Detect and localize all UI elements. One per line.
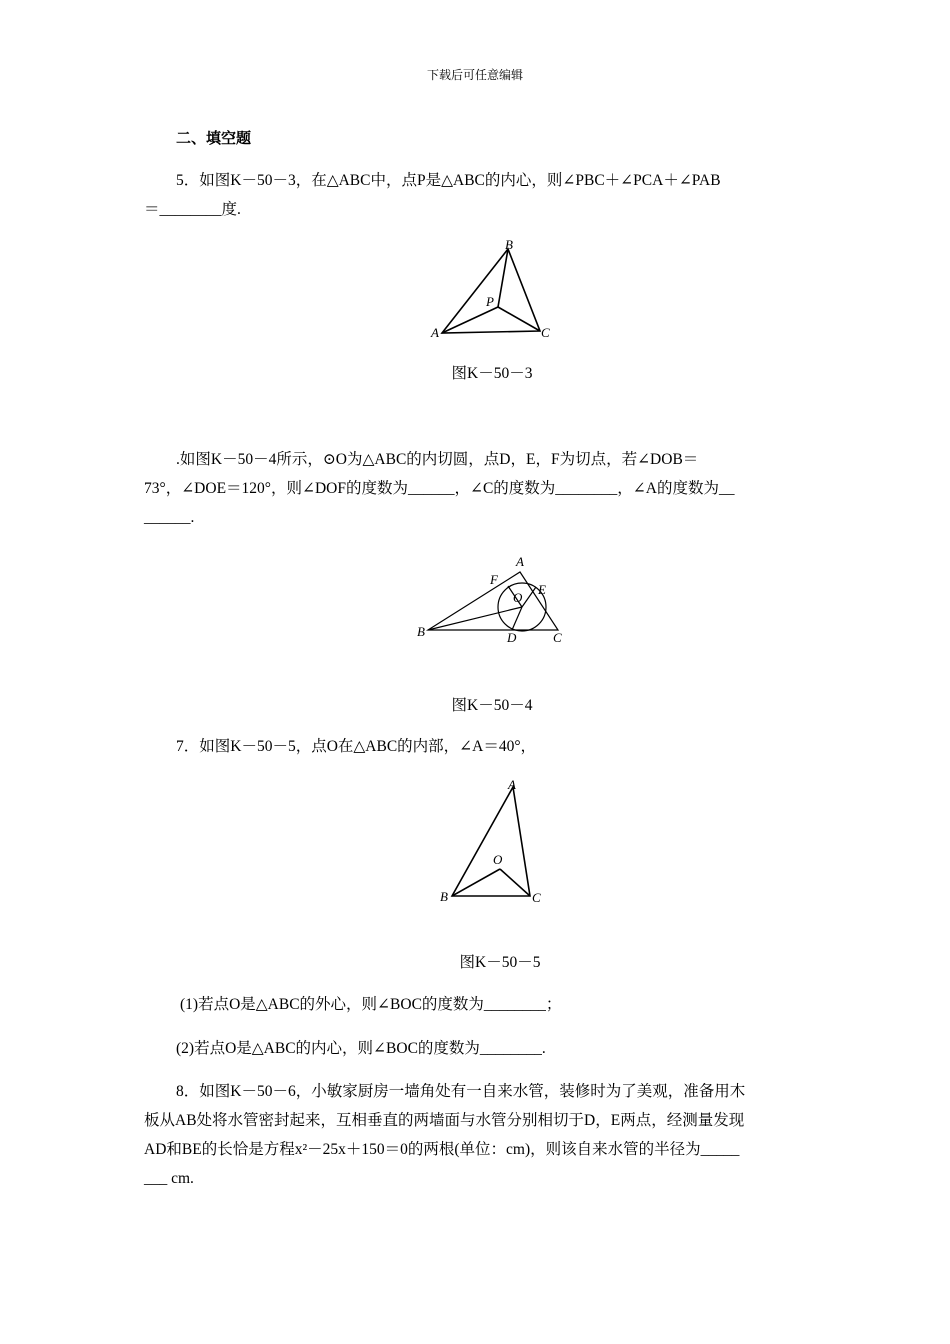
label-b: B	[505, 237, 513, 252]
figure-k-50-5	[430, 772, 555, 912]
triangle-abc	[452, 787, 530, 896]
q5-line-1: 5．如图K－50－3，在△ABC中，点P是△ABC的内心，则∠PBC＋∠PCA＋∠PAB	[176, 172, 721, 189]
q6-line-1: .如图K－50－4所示，⊙O为△ABC的内切圆，点D，E，F为切点，若∠DOB＝	[176, 451, 699, 468]
label-c: C	[541, 325, 550, 340]
label-o: O	[493, 852, 503, 867]
segment-bp	[498, 249, 508, 307]
label-d: D	[507, 630, 517, 645]
label-e: E	[538, 582, 546, 597]
label-a: A	[508, 777, 516, 792]
q8-line-4: ___ cm.	[144, 1170, 194, 1187]
q6-line-3: ______.	[144, 509, 195, 526]
segment-oe	[522, 587, 536, 607]
segment-od	[512, 607, 522, 630]
q7-line-1: 7．如图K－50－5，点O在△ABC的内部，∠A＝40°，	[176, 738, 537, 755]
label-f: F	[490, 572, 498, 587]
segment-cp	[498, 307, 540, 331]
segment-ap	[442, 307, 498, 333]
q7-sub-2: (2)若点O是△ABC的内心，则∠BOC的度数为________.	[176, 1040, 546, 1057]
q6-figure-caption: 图K－50－4	[451, 697, 533, 714]
q7-sub-1: (1)若点O是△ABC的外心，则∠BOC的度数为________；	[180, 996, 562, 1013]
q5-line-2: ＝________度.	[144, 201, 241, 218]
label-b: B	[440, 889, 448, 904]
triangle-abc	[442, 249, 540, 333]
section-title: 二、填空题	[176, 131, 252, 147]
label-b: B	[417, 624, 425, 639]
q5-figure-caption: 图K－50－3	[451, 365, 533, 382]
label-o: O	[513, 590, 523, 605]
label-c: C	[532, 890, 541, 905]
page-header: 下载后可任意编辑	[426, 68, 523, 82]
label-a: A	[431, 325, 439, 340]
label-c: C	[553, 630, 562, 645]
figure-k-50-3	[420, 232, 560, 344]
label-p: P	[486, 294, 494, 309]
q8-line-1: 8．如图K－50－6，小敏家厨房一墙角处有一自来水管，装修时为了美观，准备用木	[176, 1083, 746, 1100]
q8-line-2: 板从AB处将水管密封起来，互相垂直的两墙面与水管分别相切于D，E两点，经测量发现	[144, 1112, 745, 1129]
label-a: A	[516, 554, 524, 569]
figure-k-50-4	[412, 550, 572, 650]
q7-figure-caption: 图K－50－5	[459, 954, 541, 971]
segment-co	[500, 869, 530, 896]
q6-line-2: 73°，∠DOE＝120°，则∠DOF的度数为______，∠C的度数为________，∠A的度数为__	[144, 480, 735, 497]
q8-line-3: AD和BE的长恰是方程x²－25x＋150＝0的两根(单位：cm)，则该自来水管的半径为_____	[144, 1141, 740, 1158]
